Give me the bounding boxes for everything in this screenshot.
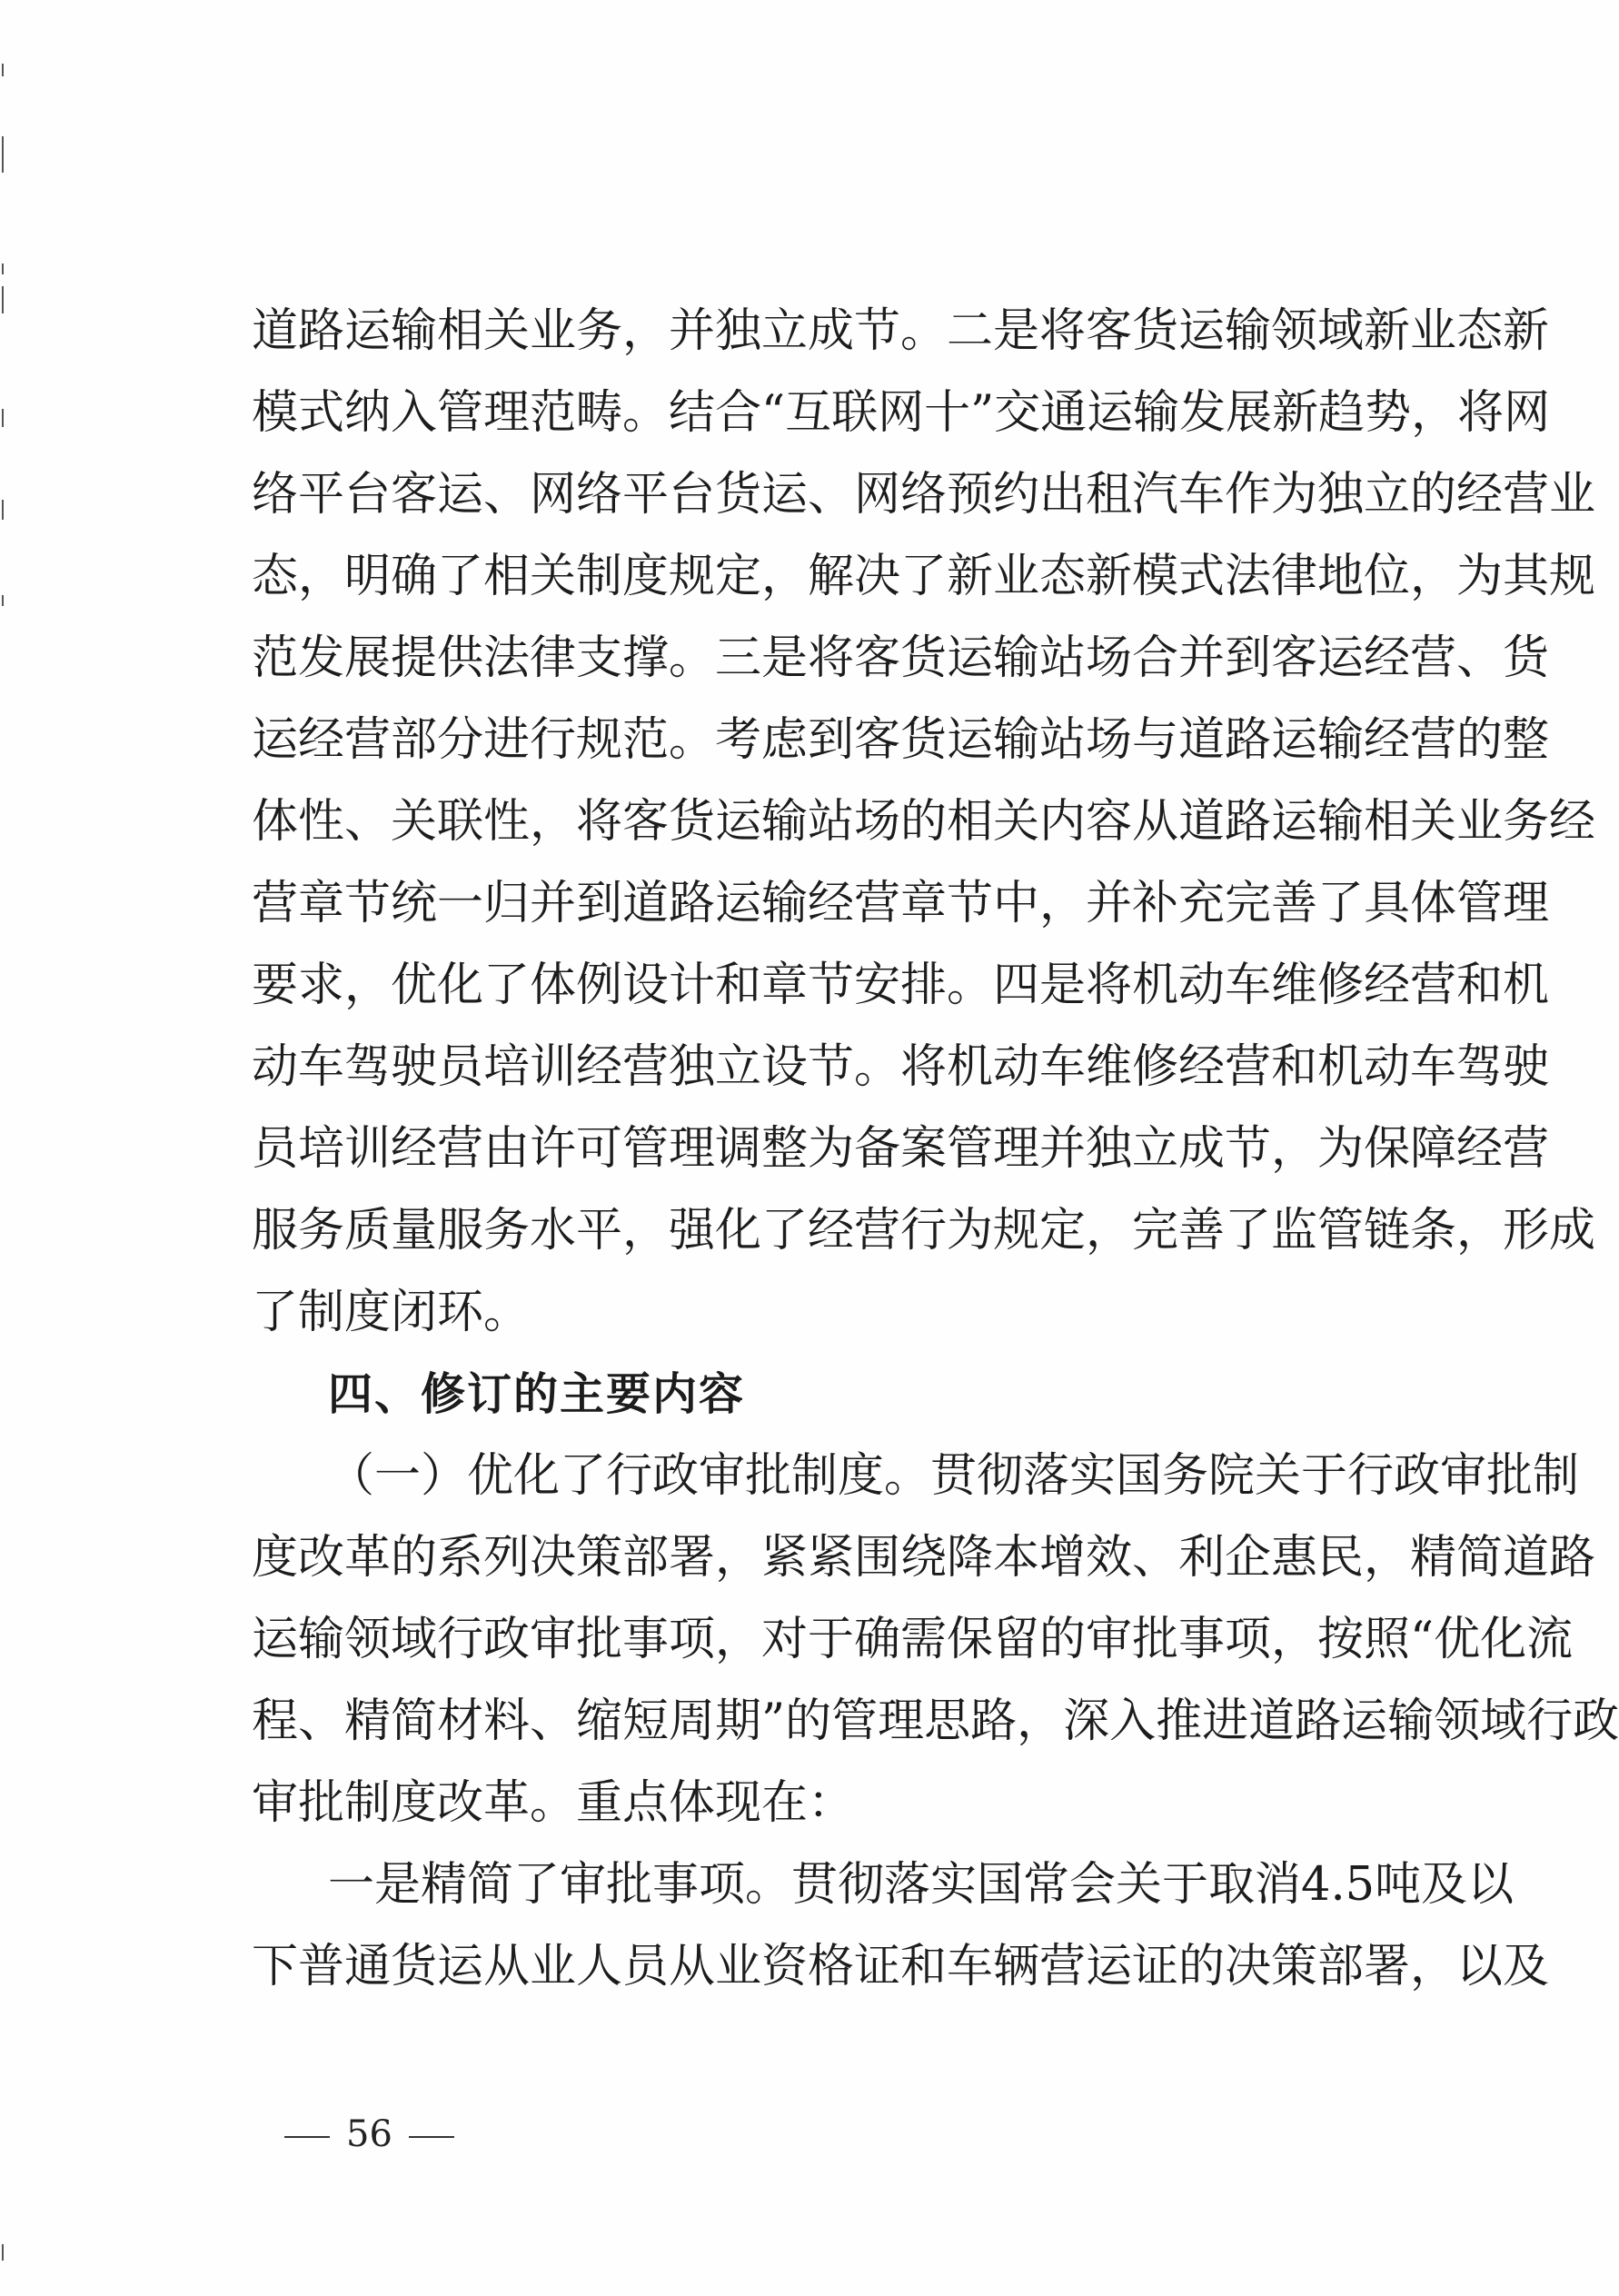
paragraph-line: 要求，优化了体例设计和章节安排。四是将机动车维修经营和机 <box>252 959 1550 1012</box>
paragraph-line: 服务质量服务水平，强化了经营行为规定，完善了监管链条，形成 <box>252 1204 1596 1257</box>
paragraph-line: 模式纳入管理范畴。结合“互联网十”交通运输发展新趋势，将网 <box>252 386 1551 440</box>
paragraph-line: 道路运输相关业务，并独立成节。二是将客货运输领域新业态新 <box>252 304 1550 358</box>
section-heading: 四、修订的主要内容 <box>328 1368 746 1420</box>
footer-dash <box>409 2136 454 2138</box>
scan-edge-mark <box>2 409 4 427</box>
paragraph-line: 审批制度改革。重点体现在： <box>252 1776 855 1830</box>
document-body <box>252 291 1619 2008</box>
scan-edge-mark <box>2 2244 4 2261</box>
paragraph-line: 运经营部分进行规范。考虑到客货运输站场与道路运输经营的整 <box>252 713 1550 767</box>
scan-edge-mark <box>2 595 4 606</box>
page-number: 56 <box>346 2113 392 2155</box>
paragraph-line: （一）优化了行政审批制度。贯彻落实国务院关于行政审批制 <box>328 1449 1580 1503</box>
paragraph-line: 员培训经营由许可管理调整为备案管理并独立成节，为保障经营 <box>252 1122 1550 1176</box>
paragraph-line: 态，明确了相关制度规定，解决了新业态新模式法律地位，为其规 <box>252 550 1596 603</box>
scan-edge-mark <box>2 64 4 76</box>
paragraph-line: 动车驾驶员培训经营独立设节。将机动车维修经营和机动车驾驶 <box>252 1040 1550 1094</box>
paragraph-line: 度改革的系列决策部署，紧紧围绕降本增效、利企惠民，精简道路 <box>252 1531 1596 1585</box>
scan-edge-mark <box>2 136 4 173</box>
page-footer <box>268 2112 471 2157</box>
paragraph-line: 程、精简材料、缩短周期”的管理思路，深入推进道路运输领域行政 <box>252 1695 1619 1748</box>
paragraph-line: 运输领域行政审批事项，对于确需保留的审批事项，按照“优化流 <box>252 1613 1574 1666</box>
paragraph-line: 一是精简了审批事项。贯彻落实国常会关于取消4.5吨及以 <box>328 1858 1515 1912</box>
paragraph-line: 下普通货运从业人员从业资格证和车辆营运证的决策部署，以及 <box>252 1940 1550 1993</box>
scan-edge-mark <box>2 263 4 274</box>
paragraph-line: 了制度闭环。 <box>252 1286 531 1339</box>
footer-dash <box>284 2136 330 2138</box>
paragraph-line: 范发展提供法律支撑。三是将客货运输站场合并到客运经营、货 <box>252 631 1550 685</box>
scan-edge-mark <box>2 286 4 313</box>
paragraph-line: 营章节统一归并到道路运输经营章节中，并补充完善了具体管理 <box>252 877 1550 930</box>
paragraph-line: 络平台客运、网络平台货运、网络预约出租汽车作为独立的经营业 <box>252 468 1596 522</box>
scan-edge-mark <box>2 500 4 520</box>
paragraph-line: 体性、关联性，将客货运输站场的相关内容从道路运输相关业务经 <box>252 795 1596 849</box>
